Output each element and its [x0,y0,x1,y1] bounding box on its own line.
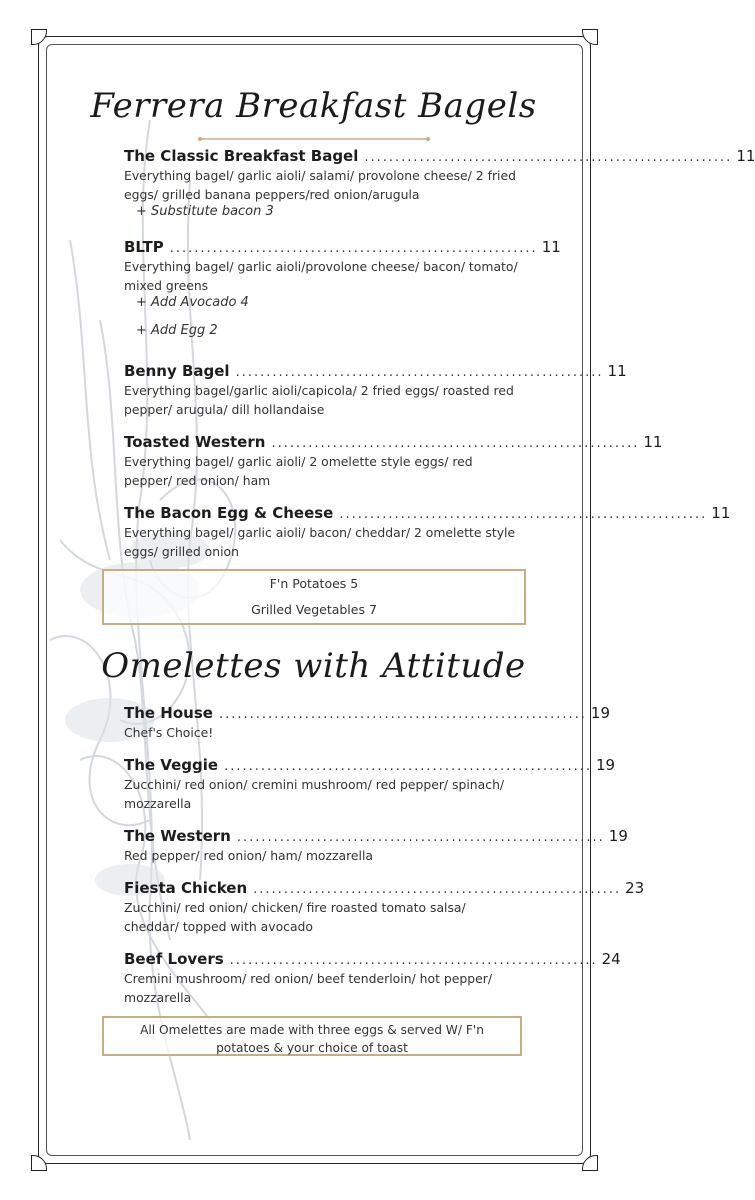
menu-item [124,950,621,1007]
menu-item [124,362,627,419]
item-price: 11 [711,504,731,522]
item-name: Beef Lovers [124,950,224,968]
menu-item [124,433,663,490]
item-description: Red pepper/ red onion/ ham/ mozzarella [124,848,374,863]
item-price: 19 [590,704,610,722]
item-description: Everything bagel/garlic aioli/capicola/ 2 fried eggs/ roasted red pepper/ arugula/ dill hollandaise [124,383,514,417]
item-description: Everything bagel/ garlic aioli/ 2 omelette style eggs/ red pepper/ red onion/ ham [124,454,473,488]
dot-leader: ............................................................ [236,830,605,845]
menu-item [124,504,731,561]
title-underline [198,137,430,141]
item-price: 19 [596,756,616,774]
item-name: Fiesta Chicken [124,879,248,897]
item-price: 23 [625,879,645,897]
item-description: Everything bagel/ garlic aioli/provolone cheese/ bacon/ tomato/ mixed greens [124,259,518,293]
item-price: 11 [643,433,663,451]
dot-leader: ............................................................ [339,507,708,522]
item-description: Everything bagel/ garlic aioli/ bacon/ cheddar/ 2 omelette style eggs/ grilled onion [124,525,516,559]
section-title-omelettes: Omelettes with Attitude [101,646,526,686]
item-name: The Bacon Egg & Cheese [124,504,334,522]
section-title-bagels: Ferrera Breakfast Bagels [90,86,537,126]
item-name: Toasted Western [124,433,266,451]
dot-leader: ............................................................ [169,241,538,256]
dot-leader: ............................................................ [364,150,733,165]
item-name: The House [124,704,213,722]
dot-leader: ............................................................ [218,707,587,722]
menu-item [124,238,561,338]
dot-leader: ............................................................ [224,759,593,774]
item-price: 11 [607,362,627,380]
item-name: BLTP [124,238,164,256]
item-price: 11 [736,147,755,165]
item-description: Chef's Choice! [124,725,214,740]
menu-item [124,147,755,219]
item-name: The Veggie [124,756,219,774]
dot-leader: ............................................................ [271,436,640,451]
item-description: Cremini mushroom/ red onion/ beef tenderloin/ hot pepper/ mozzarella [124,971,493,1005]
item-description: Everything bagel/ garlic aioli/ salami/ provolone cheese/ 2 fried eggs/ grilled banana peppers/red onion/arugula [124,168,516,202]
item-price: 11 [541,238,561,256]
menu-item [124,704,610,742]
item-name: The Classic Breakfast Bagel [124,147,359,165]
omelette-note-box [102,1016,522,1056]
item-price: 19 [608,827,628,845]
item-addon: + Add Egg 2 [136,323,218,338]
menu-item [124,756,616,813]
item-price: 24 [601,950,621,968]
menu-item [124,827,628,865]
item-description: Zucchini/ red onion/ chicken/ fire roasted tomato salsa/ cheddar/ topped with avocado [124,900,466,934]
dot-leader: ............................................................ [253,882,622,897]
item-description: Zucchini/ red onion/ cremini mushroom/ red pepper/ spinach/ mozzarella [124,777,505,811]
omelette-note: All Omelettes are made with three eggs & served W/ F'n potatoes & your choice of toast [140,1023,484,1055]
side-item: Grilled Vegetables 7 [251,602,377,617]
menu-item [124,879,645,936]
dot-leader: ............................................................ [235,365,604,380]
side-item: F'n Potatoes 5 [269,576,359,591]
item-name: The Western [124,827,231,845]
sides-box [102,569,526,625]
item-addon: + Substitute bacon 3 [136,204,274,219]
item-name: Benny Bagel [124,362,230,380]
dot-leader: ............................................................ [229,953,598,968]
item-addon: + Add Avocado 4 [136,295,249,310]
